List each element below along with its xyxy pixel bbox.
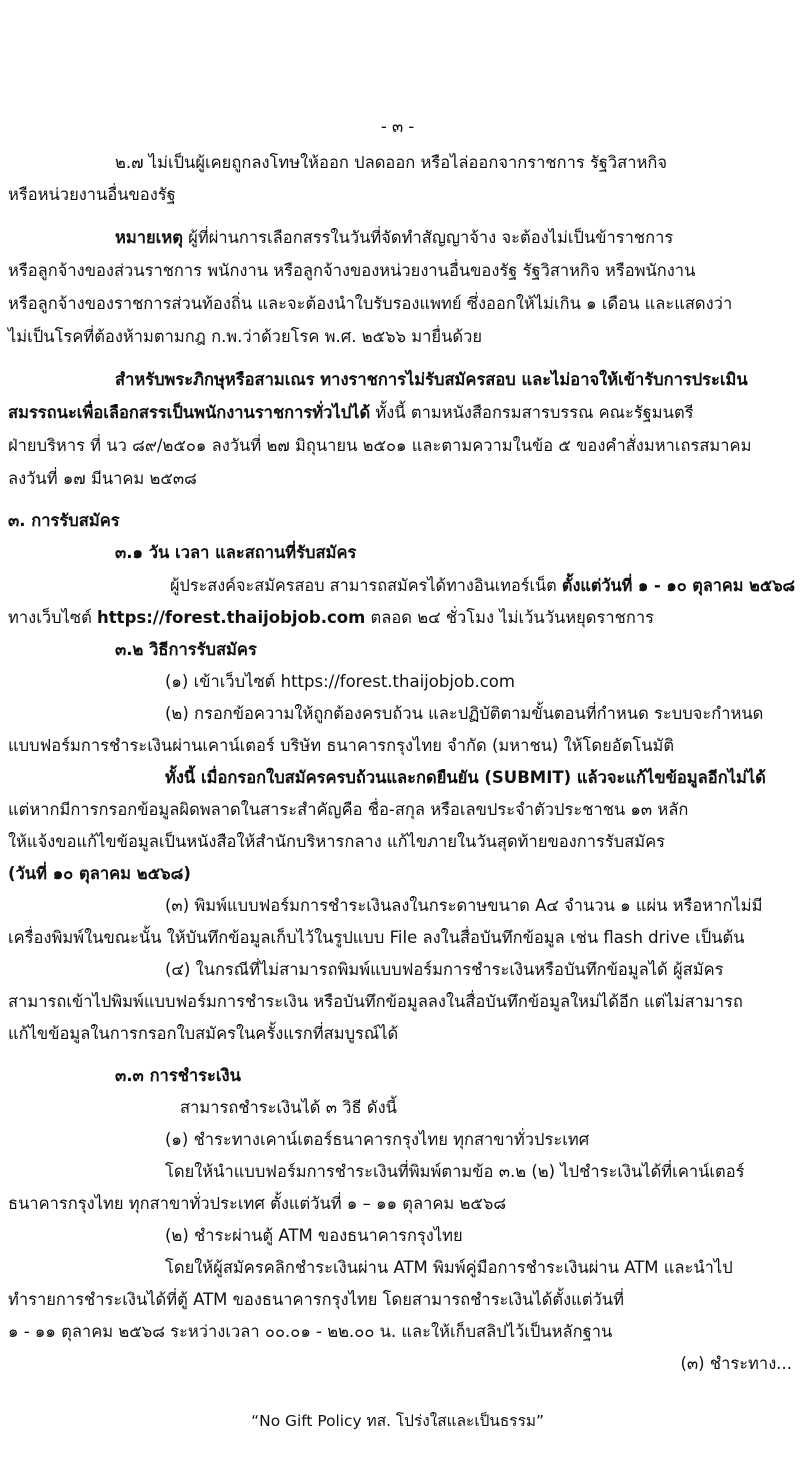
warning-line-2: แต่หากมีการกรอกข้อมูลผิดพลาดในสาระสำคัญคือ ชื่อ-สกุล หรือเลขประจำตัวประชาชน ๑๓ หลัก — [8, 800, 689, 819]
section-3-3-item-2-detail-1: โดยให้ผู้สมัครคลิกชำระเงินผ่าน ATM พิมพ์คู่มือการชำระเงินผ่าน ATM และนำไป — [165, 1258, 733, 1277]
section-3-3-item-2-detail-2: ทำรายการชำระเงินได้ที่ตู้ ATM ของธนาคารกรุงไทย โดยสามารถชำระเงินได้ตั้งแต่วันที่ — [8, 1290, 624, 1309]
section-3-2-item-2-line-2: แบบฟอร์มการชำระเงินผ่านเคาน์เตอร์ บริษัท ธนาคารกรุงไทย จำกัด (มหาชน) ให้โดยอัตโนมัติ — [8, 736, 675, 755]
page-number: - ๓ - — [380, 117, 415, 136]
note-label: หมายเหตุ — [115, 228, 183, 247]
section-3-2-item-1: (๑) เข้าเว็บไซต์ https://forest.thaijobjob.com — [165, 672, 515, 691]
section-3-3-item-1-detail-1: โดยให้นำแบบฟอร์มการชำระเงินที่พิมพ์ตามข้อ ๓.๒ (๒) ไปชำระเงินได้ที่เคาน์เตอร์ — [165, 1162, 745, 1181]
warning-line-4: (วันที่ ๑๐ ตุลาคม ๒๕๖๘) — [8, 864, 191, 883]
section-3-3-heading: ๓.๓ การชำระเงิน — [115, 1066, 241, 1085]
monk-line-2 — [8, 402, 694, 424]
section-2-7-line-2: หรือหน่วยงานอื่นของรัฐ — [8, 185, 176, 204]
section-3-3-intro: สามารถชำระเงินได้ ๓ วิธี ดังนี้ — [180, 1098, 397, 1117]
website-suffix: ตลอด ๒๔ ชั่วโมง ไม่เว้นวันหยุดราชการ — [365, 608, 654, 627]
section-3-2-heading: ๓.๒ วิธีการรับสมัคร — [115, 640, 257, 659]
section-3-2-item-4-line-1: (๔) ในกรณีที่ไม่สามารถพิมพ์แบบฟอร์มการชำระเงินหรือบันทึกข้อมูลได้ ผู้สมัคร — [165, 960, 724, 979]
website-url: https://forest.thaijobjob.com — [97, 608, 366, 627]
section-3-2-item-3-line-1: (๓) พิมพ์แบบฟอร์มการชำระเงินลงในกระดาษขนาด A๔ จำนวน ๑ แผ่น หรือหากไม่มี — [165, 896, 763, 915]
section-3-1-heading: ๓.๑ วัน เวลา และสถานที่รับสมัคร — [115, 543, 357, 562]
section-3-2-item-4-line-2: สามารถเข้าไปพิมพ์แบบฟอร์มการชำระเงิน หรือบันทึกข้อมูลลงในสื่อบันทึกข้อมูลใหม่ได้อีก แต่ไม่สามารถ — [8, 992, 743, 1011]
monk-line-4: ลงวันที่ ๑๗ มีนาคม ๒๕๓๘ — [8, 469, 197, 488]
section-3-3-item-1: (๑) ชำระทางเคาน์เตอร์ธนาคารกรุงไทย ทุกสาขาทั่วประเทศ — [165, 1130, 590, 1149]
section-3-1-date: ตั้งแต่วันที่ ๑ - ๑๐ ตุลาคม ๒๕๖๘ — [561, 576, 796, 595]
warning-line-3: ให้แจ้งขอแก้ไขข้อมูลเป็นหนังสือให้สำนักบริหารกลาง แก้ไขภายในวันสุดท้ายของการรับสมัคร — [8, 832, 666, 851]
footer-policy: “No Gift Policy ทส. โปร่งใสและเป็นธรรม” — [251, 1412, 544, 1430]
section-3-2-item-4-line-3: แก้ไขข้อมูลในการกรอกใบสมัครในครั้งแรกที่สมบูรณ์ได้ — [8, 1024, 399, 1043]
section-3-3-item-2-detail-3: ๑ - ๑๑ ตุลาคม ๒๕๖๘ ระหว่างเวลา ๐๐.๐๑ - ๒๒.๐๐ น. และให้เก็บสลิปไว้เป็นหลักฐาน — [8, 1322, 613, 1341]
note-line-4: ไม่เป็นโรคที่ต้องห้ามตามกฎ ก.พ.ว่าด้วยโรค พ.ศ. ๒๕๖๖ มายื่นด้วย — [8, 327, 482, 346]
monk-line-1: สำหรับพระภิกษุหรือสามเณร ทางราชการไม่รับสมัครสอบ และไม่อาจให้เข้ารับการประเมิน — [115, 370, 748, 389]
section-3-3-item-2: (๒) ชำระผ่านตู้ ATM ของธนาคารกรุงไทย — [165, 1226, 463, 1245]
section-3-1-line-2 — [8, 607, 654, 629]
warning-line-1: ทั้งนี้ เมื่อกรอกใบสมัครครบถ้วนและกดยืนยัน (SUBMIT) แล้วจะแก้ไขข้อมูลอีกไม่ได้ — [165, 768, 766, 787]
note-line-3: หรือลูกจ้างของราชการส่วนท้องถิ่น และจะต้องนำใบรับรองแพทย์ ซึ่งออกให้ไม่เกิน ๑ เดือน และแสดงว่า — [8, 294, 733, 313]
note-text: ผู้ที่ผ่านการเลือกสรรในวันที่จัดทำสัญญาจ้าง จะต้องไม่เป็นข้าราชการ — [182, 228, 674, 247]
section-3-2-item-3-line-2: เครื่องพิมพ์ในขณะนั้น ให้บันทึกข้อมูลเก็บไว้ในรูปแบบ File ลงในสื่อบันทึกข้อมูล เช่น flash drive เป็นต้น — [8, 928, 745, 947]
note-line-1 — [115, 227, 673, 249]
website-prefix: ทางเว็บไซต์ — [8, 608, 98, 627]
section-2-7-line-1: ๒.๗ ไม่เป็นผู้เคยถูกลงโทษให้ออก ปลดออก หรือไล่ออกจากราชการ รัฐวิสาหกิจ — [115, 153, 668, 172]
section-3-3-item-1-detail-2: ธนาคารกรุงไทย ทุกสาขาทั่วประเทศ ตั้งแต่วันที่ ๑ – ๑๑ ตุลาคม ๒๕๖๘ — [8, 1194, 507, 1213]
section-3-1-text: ผู้ประสงค์จะสมัครสอบ สามารถสมัครได้ทางอินเทอร์เน็ต — [170, 576, 562, 595]
section-3-1-line-1 — [170, 575, 795, 597]
monk-text: ทั้งนี้ ตามหนังสือกรมสารบรรณ คณะรัฐมนตรี — [370, 403, 694, 422]
continued-marker: (๓) ชำระทาง... — [680, 1354, 792, 1373]
monk-line-3: ฝ่ายบริหาร ที่ นว ๘๙/๒๕๐๑ ลงวันที่ ๒๗ มิถุนายน ๒๕๐๑ และตามความในข้อ ๕ ของคำสั่งมหาเถรสมาคม — [8, 436, 752, 455]
section-3-heading: ๓. การรับสมัคร — [8, 511, 120, 530]
section-3-2-item-2-line-1: (๒) กรอกข้อความให้ถูกต้องครบถ้วน และปฏิบัติตามขั้นตอนที่กำหนด ระบบจะกำหนด — [165, 704, 764, 723]
monk-bold-text: สมรรถนะเพื่อเลือกสรรเป็นพนักงานราชการทั่วไปได้ — [8, 403, 371, 422]
note-line-2: หรือลูกจ้างของส่วนราชการ พนักงาน หรือลูกจ้างของหน่วยงานอื่นของรัฐ รัฐวิสาหกิจ หรือพนักงาน — [8, 261, 696, 280]
